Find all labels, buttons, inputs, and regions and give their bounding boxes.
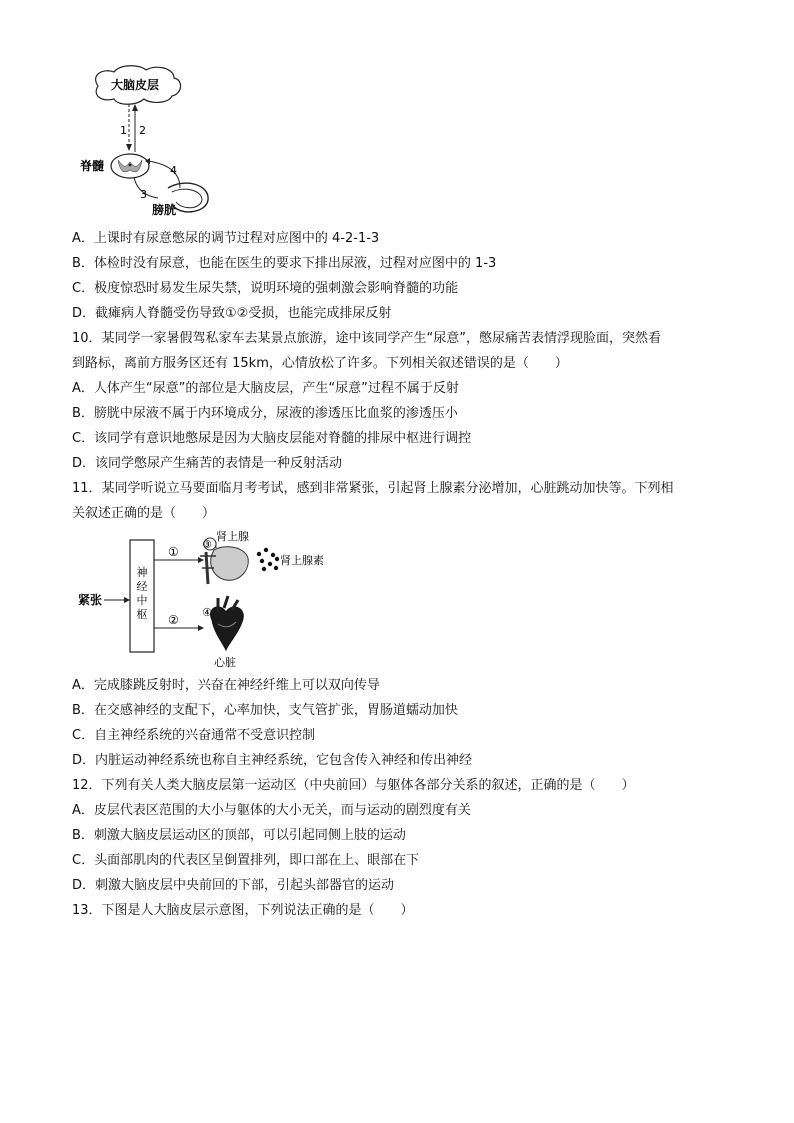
heart-label: 心脏 (214, 656, 236, 669)
autonomic-figure (78, 528, 338, 670)
path-3-label: ③ (202, 538, 212, 551)
nerve-center-char-2: 经 (136, 580, 148, 593)
q13-stem: 13．下图是人大脑皮层示意图，下列说法正确的是（ ） (72, 903, 414, 918)
q10-stem-line1: 10．某同学一家暑假驾私家车去某景点旅游，途中该同学产生“尿意”，憋尿痛苦表情浮现脸面，突然看 (72, 331, 662, 346)
pathway-1-label: 1 (120, 124, 127, 137)
q12-option-a: A．皮层代表区范围的大小与躯体的大小无关，而与运动的剧烈度有关 (72, 803, 471, 818)
cortex-label: 大脑皮层 (110, 78, 160, 92)
nerve-center-char-1: 神 (136, 566, 148, 579)
path-4-label: ④ (202, 606, 212, 619)
adrenal-gland-label: 肾上腺 (216, 530, 249, 543)
spinal-label: 脊髓 (80, 159, 105, 173)
q10-option-d: D．该同学憋尿产生痛苦的表情是一种反射活动 (72, 456, 343, 471)
q11-option-d: D．内脏运动神经系统也称自主神经系统，它包含传入神经和传出神经 (72, 753, 473, 768)
adrenaline-label: 肾上腺素 (280, 554, 324, 567)
q11-stem-line2: 关叙述正确的是（ ） (72, 506, 216, 521)
adrenaline-dots (257, 548, 279, 571)
q10-option-a: A．人体产生“尿意”的部位是大脑皮层，产生“尿意”过程不属于反射 (72, 381, 459, 396)
nerve-4-label: 4 (170, 164, 177, 177)
q10-option-c: C．该同学有意识地憋尿是因为大脑皮层能对脊髓的排尿中枢进行调控 (72, 431, 472, 446)
heart-drawing (211, 596, 244, 650)
q12-stem: 12．下列有关人类大脑皮层第一运动区（中央前回）与躯体各部分关系的叙述，正确的是（ ） (72, 778, 635, 793)
path-2-label: ② (168, 613, 179, 627)
nerve-3-label: 3 (140, 188, 147, 201)
q9-option-d: D．截瘫病人脊髓受伤导致①②受损，也能完成排尿反射 (72, 306, 392, 321)
pathway-2-label: 2 (139, 124, 146, 137)
q10-option-b: B．膀胱中尿液不属于内环境成分，尿液的渗透压比血浆的渗透压小 (72, 406, 458, 421)
q12-option-b: B．刺激大脑皮层运动区的顶部，可以引起同侧上肢的运动 (72, 828, 406, 843)
nerve-center-char-4: 枢 (136, 608, 148, 621)
q11-stem-line1: 11．某同学听说立马要面临月考考试，感到非常紧张，引起肾上腺素分泌增加，心脏跳动加快等。下列相 (72, 481, 674, 496)
q12-option-d: D．刺激大脑皮层中央前回的下部，引起头部器官的运动 (72, 878, 395, 893)
q9-option-b: B．体检时没有尿意，也能在医生的要求下排出尿液，过程对应图中的 1-3 (72, 256, 497, 271)
nerve-center-char-3: 中 (136, 594, 148, 607)
q12-option-c: C．头面部肌肉的代表区呈倒置排列，即口部在上、眼部在下 (72, 853, 420, 868)
q11-option-a: A．完成膝跳反射时，兴奋在神经纤维上可以双向传导 (72, 678, 380, 693)
q10-stem-line2: 到路标，离前方服务区还有 15km，心情放松了许多。下列相关叙述错误的是（ ） (72, 356, 568, 371)
q9-option-a: A．上课时有尿意憋尿的调节过程对应图中的 4-2-1-3 (72, 231, 380, 246)
stress-label: 紧张 (78, 593, 103, 607)
q9-option-c: C．极度惊恐时易发生尿失禁，说明环境的强刺激会影响脊髓的功能 (72, 281, 459, 296)
path-1-label: ① (168, 545, 179, 559)
micturition-reflex-figure (78, 64, 218, 220)
bladder-label: 膀胱 (152, 203, 177, 217)
q11-option-c: C．自主神经系统的兴奋通常不受意识控制 (72, 728, 316, 743)
q11-option-b: B．在交感神经的支配下，心率加快，支气管扩张，胃肠道蠕动加快 (72, 703, 458, 718)
